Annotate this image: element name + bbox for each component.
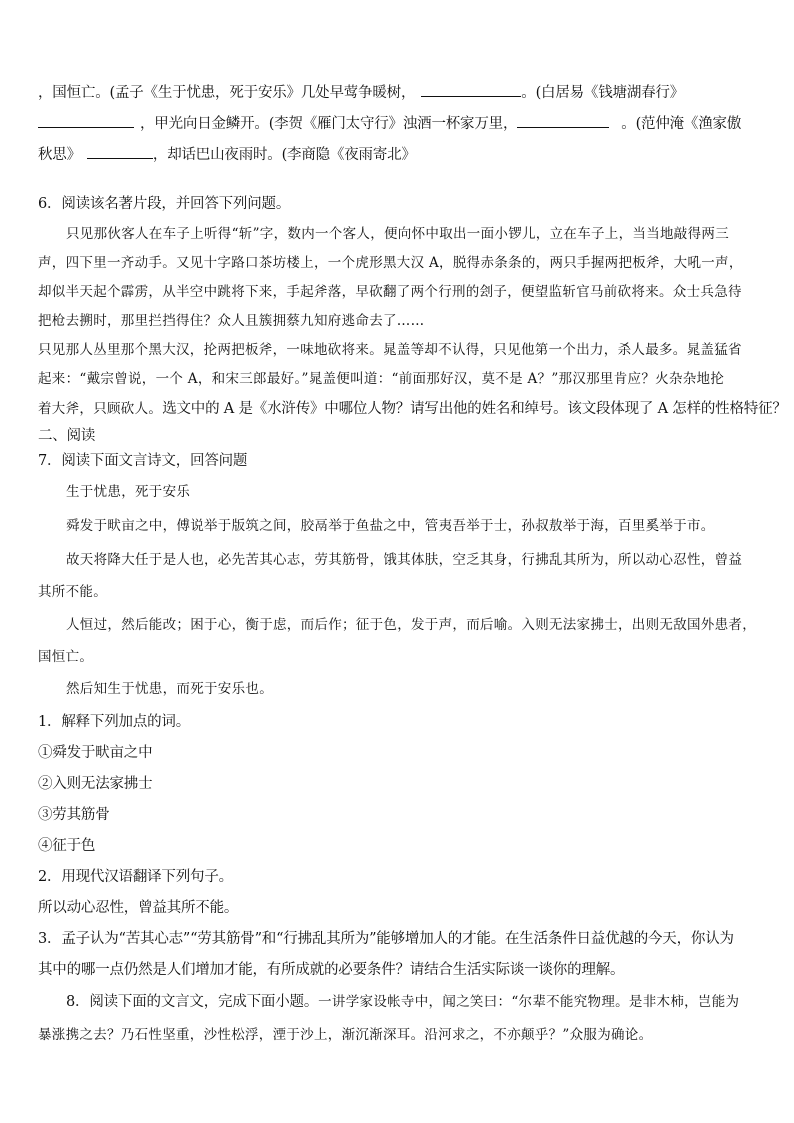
q7-sub1-item: ①舜发于畎亩之中 — [38, 745, 153, 761]
q7-sub1-item: ③劳其筋骨 — [38, 807, 110, 823]
q8-heading: 8．阅读下面的文言文，完成下面小题。 — [66, 994, 319, 1010]
answer-blank[interactable] — [87, 142, 153, 159]
answer-blank[interactable] — [421, 80, 521, 97]
q6-passage-end: 着大斧，只顾砍人。 — [38, 401, 163, 417]
classical-para-2: 故天将降大任于是人也，必先苦其心志，劳其筋骨，饿其体肤，空乏其身，行拂乱其所为，所以动心忍性，曾益 — [66, 552, 743, 568]
q6-heading: 6．阅读该名著片段，并回答下列问题。 — [38, 196, 291, 212]
classical-para-4: 然后知生于忧患，而死于安乐也。 — [66, 681, 273, 697]
q5-text: ，甲光向日金鳞开。(李贺《雁门太守行》浊酒一杯家万里， — [140, 116, 518, 132]
q8-passage: 一讲学家设帐寺中，闻之笑曰：“尔辈不能究物理。是非木柿，岂能为 — [318, 994, 740, 1010]
q7-sub1-item: ④征于色 — [38, 838, 96, 854]
q5-line-1 — [38, 78, 760, 109]
q7-sub3-line: 其中的哪一点仍然是人们增加才能，有所成就的必要条件？请结合生活实际谈一谈你的理解。 — [38, 962, 625, 978]
q8-line-1 — [38, 986, 760, 1019]
answer-blank[interactable] — [517, 111, 609, 128]
section-title: 二、阅读 — [38, 428, 96, 444]
q5-text: 。(白居易《钱塘湖春行》 — [521, 85, 685, 101]
answer-blank[interactable] — [38, 111, 134, 128]
q5-line-3 — [38, 140, 760, 171]
q6-passage-line: 只见那伙客人在车子上听得“斩”字，数内一个客人，便向怀中取出一面小锣儿，立在车子上，当当地敲得两三 — [66, 226, 730, 242]
exam-page — [38, 78, 787, 1052]
q7-sub1-item: ②入则无法家拂士 — [38, 776, 153, 792]
q6-passage-line: 起来：“戴宗曾说，一个 A，和宋三郎最好。”晁盖便叫道：“前面那好汉，莫不是 A？”那汉那里肯应？火杂杂地抡 — [38, 371, 725, 387]
q7-sub2-heading: 2．用现代汉语翻译下列句子。 — [38, 869, 233, 885]
q7-sub2-sentence: 所以动心忍性，曾益其所不能。 — [38, 900, 239, 916]
q6-question-line — [38, 394, 787, 425]
q5-text: 。(范仲淹《渔家傲 — [621, 116, 742, 132]
q5-text: ，国恒亡。(孟子《生于忧患，死于安乐》几处早莺争暖树， — [38, 85, 416, 101]
q6-question: 选文中的 A 是《水浒传》中哪位人物？请写出他的姓名和绰号。该文段体现了 A 怎样的性格特征？ — [162, 401, 787, 417]
q6-passage-line: 声，四下里一齐动手。又见十字路口茶坊楼上，一个虎形黑大汉 A，脱得赤条条的，两只手握两把板斧，大吼一声， — [38, 255, 743, 271]
poem-title: 生于忧患，死于安乐 — [66, 484, 191, 500]
q6-passage-line: 只见那人丛里那个黑大汉，抡两把板斧，一味地砍将来。晁盖等却不认得，只见他第一个出力，杀人最多。晁盖猛省 — [38, 342, 742, 358]
q6-passage-line: 却似半天起个霹雳，从半空中跳将下来，手起斧落，早砍翻了两个行刑的刽子，便望监斩官马前砍将来。众士兵急待 — [38, 284, 742, 300]
classical-para-2-cont: 其所不能。 — [38, 584, 107, 600]
q7-heading: 7．阅读下面文言诗文，回答问题 — [38, 453, 248, 469]
classical-para-1: 舜发于畎亩之中，傅说举于版筑之间，胶鬲举于鱼盐之中，管夷吾举于士，孙叔敖举于海，百里奚举于市。 — [66, 518, 715, 534]
q8-passage-line: 暴涨携之去？乃石性坚重，沙性松浮，湮于沙上，渐沉渐深耳。沿河求之，不亦颠乎？”众服为确论。 — [38, 1027, 653, 1043]
q5-text: 秋思》 — [38, 147, 81, 163]
q7-sub1-heading: 1．解释下列加点的词。 — [38, 714, 191, 730]
classical-para-3-cont: 国恒亡。 — [38, 649, 94, 665]
q6-passage-line: 把枪去搠时，那里拦挡得住？众人且簇拥蔡九知府逃命去了…… — [38, 313, 425, 329]
q7-sub3-line: 3．孟子认为“苦其心志”“劳其筋骨”和“行拂乱其所为”能够增加人的才能。在生活条件日益优越的今天，你认为 — [38, 931, 734, 947]
q5-line-2 — [38, 109, 760, 140]
classical-para-3: 人恒过，然后能改；困于心，衡于虑，而后作；征于色，发于声，而后喻。入则无法家拂士，出则无敌国外患者， — [66, 617, 756, 633]
q5-text: ，却话巴山夜雨时。(李商隐《夜雨寄北》 — [152, 147, 416, 163]
